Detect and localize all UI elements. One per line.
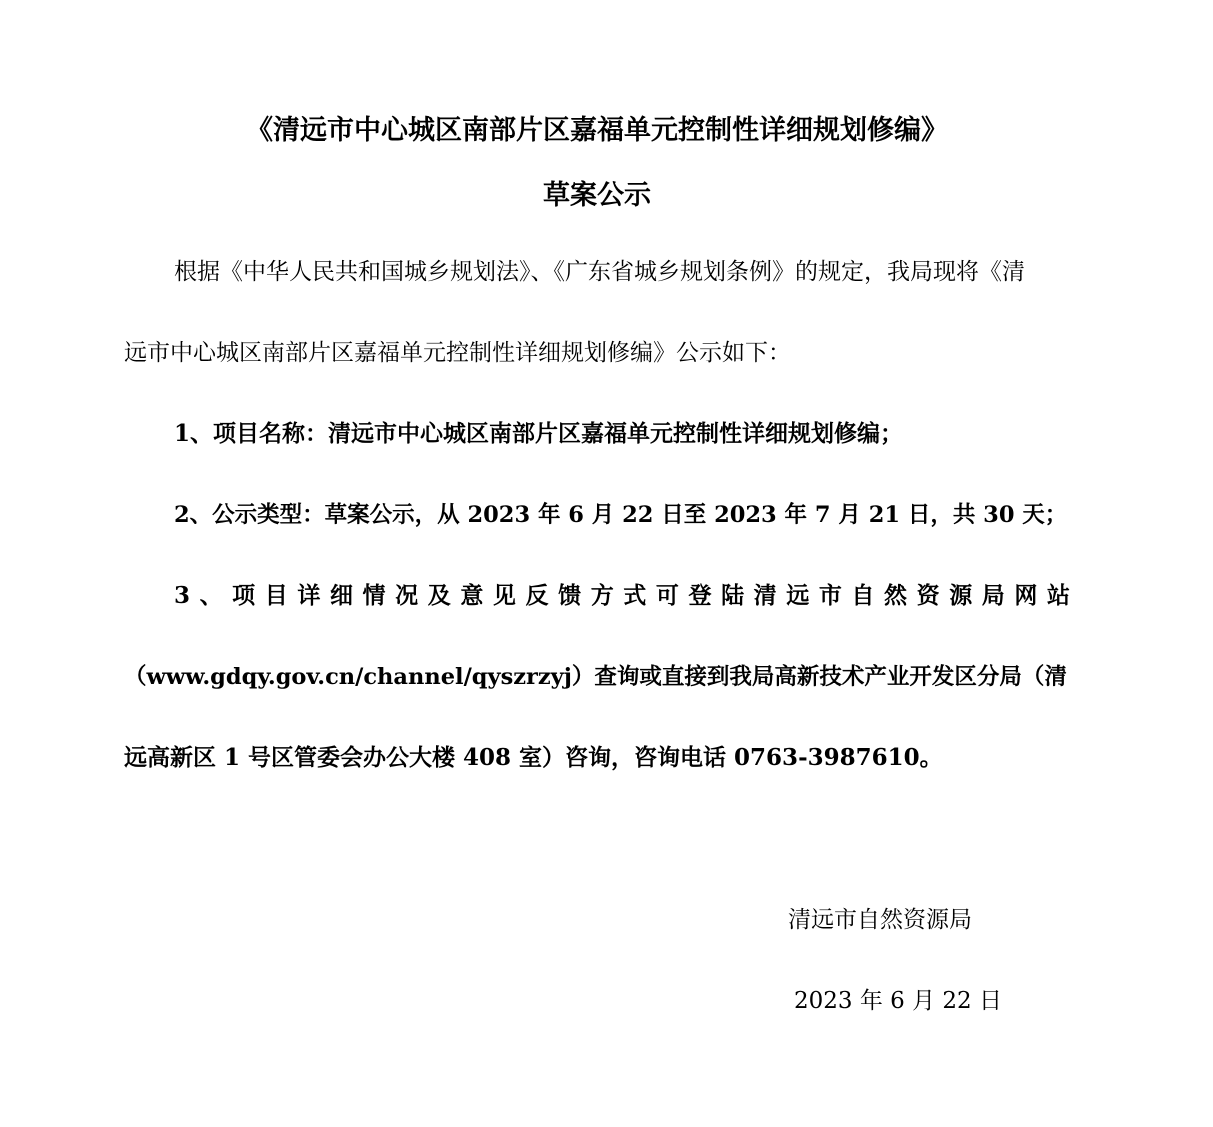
- signature-date: 2023 年 6 月 22 日: [794, 988, 1002, 1014]
- item-1-project-name: 1、项目名称：清远市中心城区南部片区嘉福单元控制性详细规划修编；: [174, 420, 904, 447]
- intro-paragraph-line-2: 远市中心城区南部片区嘉福单元控制性详细规划修编》公示如下：: [124, 340, 791, 366]
- item-2-notice-type: 2、公示类型：草案公示，从 2023 年 6 月 22 日至 2023 年 7 月 21 日，共 30 天；: [174, 502, 1068, 528]
- item-3-line-2: （www.gdqy.gov.cn/channel/qyszrzyj）查询或直接到我局高新技术产业开发区分局（清: [124, 664, 1067, 690]
- document-title: 《清远市中心城区南部片区嘉福单元控制性详细规划修编》: [246, 115, 948, 146]
- item-3-line-3: 远高新区 1 号区管委会办公大楼 408 室）咨询，咨询电话 0763-3987610。: [124, 744, 943, 771]
- signature-organization: 清远市自然资源局: [788, 907, 972, 933]
- intro-paragraph-line-1: 根据《中华人民共和国城乡规划法》、《广东省城乡规划条例》的规定，我局现将《清: [174, 259, 1025, 285]
- item-3-line-1: 3、项目详细情况及意见反馈方式可登陆清远市自然资源局网站: [174, 582, 1070, 609]
- document-subtitle: 草案公示: [543, 180, 651, 211]
